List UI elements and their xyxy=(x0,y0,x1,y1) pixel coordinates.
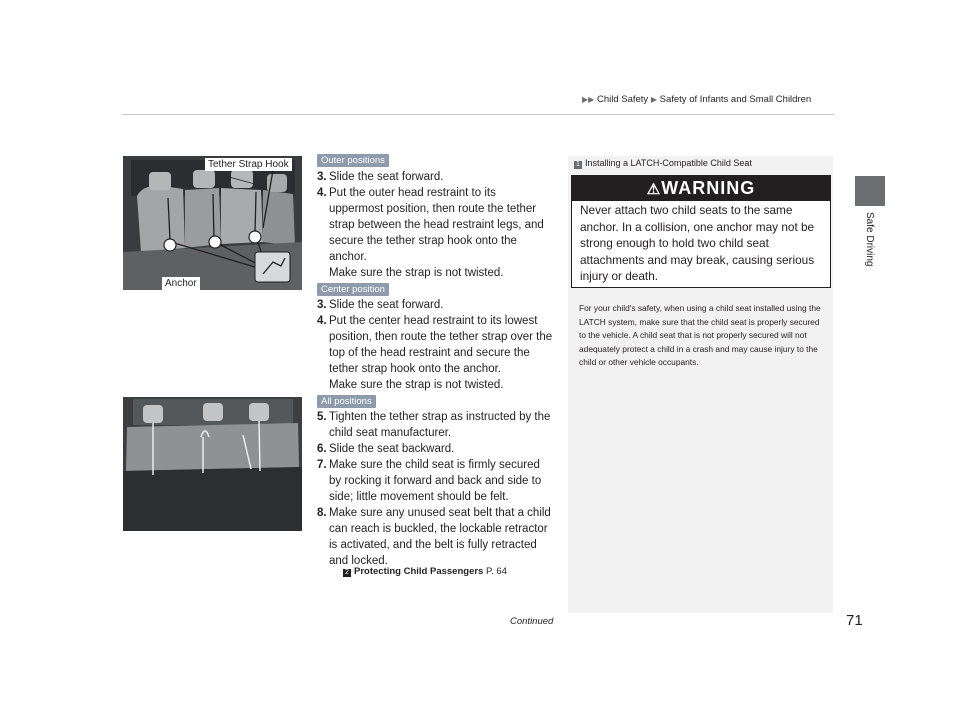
warning-header xyxy=(572,176,830,201)
rear-seat-illustration xyxy=(123,156,302,290)
step-text: Tighten the tether strap as instructed by the child seat manufacturer. xyxy=(329,411,551,439)
step-item xyxy=(317,169,553,185)
outer-positions-steps xyxy=(317,169,553,281)
step-text: Put the outer head restraint to its uppermost position, then route the tether strap between the head restraint legs, and secure the tether strap hook onto the anchor. xyxy=(329,187,544,263)
notes-title xyxy=(574,158,752,169)
center-position-steps xyxy=(317,297,553,393)
step-item xyxy=(317,505,553,569)
arrow-icon: ▶▶ xyxy=(582,95,595,104)
breadcrumb-current: Safety of Infants and Small Children xyxy=(659,94,812,105)
breadcrumb-parent[interactable]: Child Safety xyxy=(596,94,649,105)
step-text: Make sure any unused seat belt that a child can reach is buckled, the lockable retractor is activated, and the belt is fully retracted and locked. xyxy=(329,507,551,567)
step-text: Make sure the child seat is firmly secured by rocking it forward and back and side to side; little movement should be felt. xyxy=(329,459,542,503)
step-number: 8. xyxy=(317,507,327,519)
step-text: Put the center head restraint to its lowest position, then route the tether strap over the top of the head restraint and secure the tether strap hook onto the anchor. xyxy=(329,315,553,375)
reference-label: Protecting Child Passengers xyxy=(354,566,484,577)
reference-page: P. 64 xyxy=(485,566,507,577)
step-number: 4. xyxy=(317,187,327,199)
step-text: Slide the seat forward. xyxy=(329,171,444,183)
page-number: 71 xyxy=(846,612,863,629)
warning-label: WARNING xyxy=(661,178,756,198)
step-item xyxy=(317,457,553,505)
step-text: Slide the seat forward. xyxy=(329,299,444,311)
step-number: 5. xyxy=(317,411,327,423)
reference-icon: 2 xyxy=(343,569,351,577)
step-note: Make sure the strap is not twisted. xyxy=(329,267,504,279)
step-number: 4. xyxy=(317,315,327,327)
header-divider xyxy=(122,114,834,115)
tether-hook-photo xyxy=(123,156,302,290)
step-note: Make sure the strap is not twisted. xyxy=(329,379,504,391)
rear-seat-illustration-2 xyxy=(123,397,302,531)
section-tab[interactable] xyxy=(855,212,885,332)
step-item xyxy=(317,297,553,313)
step-item xyxy=(317,441,553,457)
note-marker-icon: 1 xyxy=(574,161,582,169)
outer-positions-tag: Outer positions xyxy=(317,154,389,167)
cross-reference-link[interactable] xyxy=(343,566,507,577)
section-tab-marker xyxy=(855,176,885,206)
step-text: Slide the seat backward. xyxy=(329,443,455,455)
tether-strap-hook-callout: Tether Strap Hook xyxy=(205,158,292,171)
tether-installed-photo xyxy=(123,397,302,531)
anchor-callout: Anchor xyxy=(162,277,200,290)
notes-title-text: Installing a LATCH-Compatible Child Seat xyxy=(585,158,752,168)
step-item xyxy=(317,313,553,393)
step-item xyxy=(317,185,553,281)
step-number: 7. xyxy=(317,459,327,471)
all-positions-steps xyxy=(317,409,553,569)
center-position-tag: Center position xyxy=(317,283,389,296)
step-number: 6. xyxy=(317,443,327,455)
step-item xyxy=(317,409,553,441)
step-number: 3. xyxy=(317,299,327,311)
warning-text: Never attach two child seats to the same anchor. In a collision, one anchor may not be strong enough to hold two child seat attachments and may break, causing serious injury or death. xyxy=(580,203,815,283)
warning-icon: ⚠ xyxy=(646,181,662,198)
notes-body: For your child's safety, when using a child seat installed using the LATCH system, make sure that the child seat is properly secured to the vehicle. A child seat that is not properly secured will not adequately protect a child in a crash and may cause injury to the child or other vehicle occupants. xyxy=(579,303,821,367)
arrow-icon: ▶ xyxy=(650,95,657,104)
breadcrumb xyxy=(582,94,811,105)
continued-label: Continued xyxy=(510,616,554,627)
section-tab-label: Safe Driving xyxy=(864,212,875,267)
all-positions-tag: All positions xyxy=(317,395,376,408)
step-number: 3. xyxy=(317,171,327,183)
